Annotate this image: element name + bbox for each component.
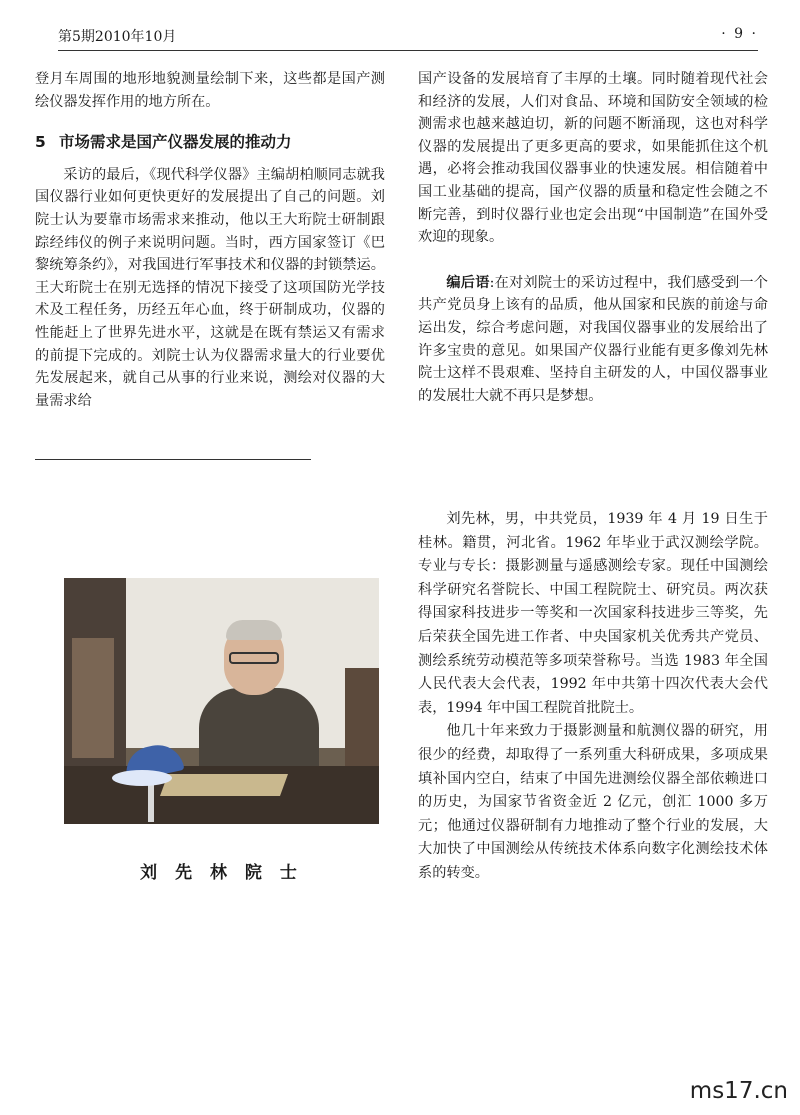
page-header (58, 26, 758, 52)
bio-paragraph-2: 他几十年来致力于摄影测量和航测仪器的研究，用很少的经费，却取得了一系列重大科研成果，多项成果填补国内空白，结束了中国先进测绘仪器全部依赖进口的历史，为国家节省资金近 2 亿元，创汇 1000 多万元；他通过仪器研制有力地推动了整个行业的发展，大大加快了中国测绘从传统技术体系向数字化测绘技术体系的转变。 (418, 723, 768, 881)
bio-paragraph-1: 刘先林，男，中共党员，1939 年 4 月 19 日生于桂林。籍贯，河北省。1962 年毕业于武汉测绘学院。专业与专长：摄影测量与遥感测绘专家。现任中国测绘科学研究名誉院长、中国工程院院士、研究员。两次获得国家科技进步一等奖和一次国家科技进步三等奖，先后荣获全国先进工作者、中央国家机关优秀共产党员、测绘系统劳动模范等多项荣誉称号。当选 1983 年全国人民代表大会代表，1992 年中共第十四次代表大会代表，1994 年中国工程院首批院士。 (418, 511, 768, 716)
issue-label: 第5期2010年10月 (58, 29, 177, 45)
biography (418, 508, 768, 886)
right-paragraph-continued: 国产设备的发展培育了丰厚的土壤。同时随着现代社会和经济的发展，人们对食品、环境和国防安全领域的检测需求也越来越迫切，新的问题不断涌现，这也对科学仪器的发展提出了更多更高的要求，如果能抓住这个机遇，必将会推动我国仪器事业的快速发展。相信随着中国工业基础的提高，国产仪器的质量和稳定性会随之不断完善，到时仪器行业也定会出现“中国制造”在国外受欢迎的现象。 (418, 71, 768, 246)
left-paragraph-top: 登月车周围的地形地貌测量绘制下来，这些都是国产测绘仪器发挥作用的地方所在。 (35, 71, 385, 110)
header-rule (58, 50, 758, 51)
editor-note-text: :在对刘院士的采访过程中，我们感受到一个共产党员身上该有的品质，他从国家和民族的前途与命运出发，综合考虑问题，对我国仪器事业的发展给出了许多宝贵的意见。如果国产仪器行业能有更多像刘先林院士这样不畏艰难、坚持自主研发的人，中国仪器事业的发展壮大就不再只是梦想。 (418, 274, 768, 404)
separator-rule (35, 459, 311, 460)
section-heading (35, 131, 385, 154)
left-paragraph-main: 采访的最后，《现代科学仪器》主编胡柏顺同志就我国仪器行业如何更快更好的发展提出了自己的问题。刘院士认为要靠市场需求来推动，他以王大珩院士研制跟踪经纬仪的例子来说明问题。当时，西方国家签订《巴黎统筹条约》，对我国进行军事技术和仪器的封锁禁运。王大珩院士在别无选择的情况下接受了这项国防光学技术及工程任务，历经五年心血，终于研制成功，仪器的性能赶上了世界先进水平，这就是在既有禁运又有需求的前提下完成的。刘院士认为仪器需求量大的行业要优先发展起来，就自己从事的行业来说，测绘对仪器的大量需求给 (35, 166, 385, 409)
right-column (418, 68, 768, 407)
portrait-photo (64, 578, 379, 824)
section-number: 5 (35, 133, 46, 152)
left-column (35, 68, 385, 412)
page-number: · 9 · (721, 26, 758, 42)
editor-note (418, 272, 768, 408)
watermark: ms17.cn (689, 1078, 788, 1104)
section-title: 市场需求是国产仪器发展的推动力 (59, 133, 292, 152)
photo-caption: 刘 先 林 院 士 (140, 863, 303, 883)
editor-note-label: 编后语 (446, 274, 490, 291)
